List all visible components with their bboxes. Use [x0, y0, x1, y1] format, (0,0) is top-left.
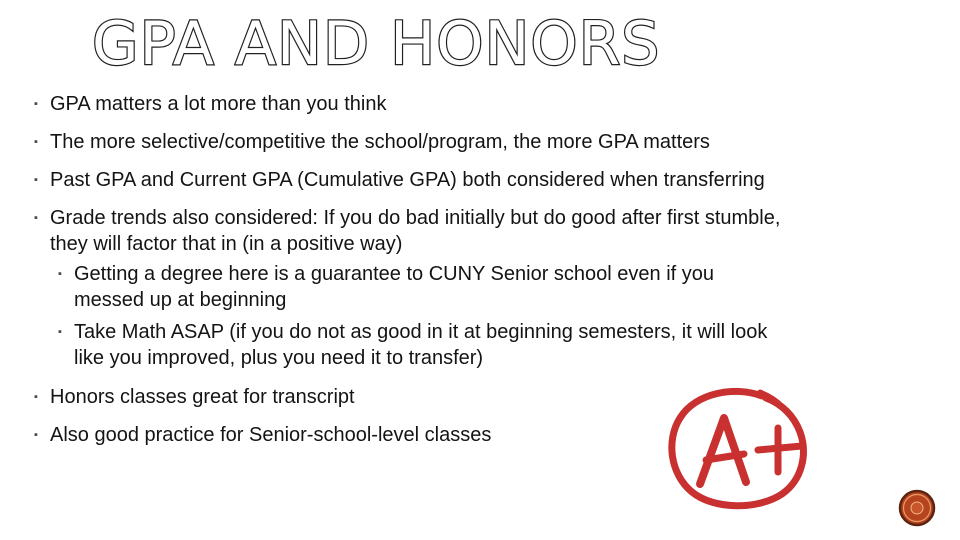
- bullet-text: Also good practice for Senior-school-level classes: [50, 424, 492, 446]
- bullet-text: The more selective/competitive the school/program, the more GPA matters: [50, 131, 710, 153]
- bullet-marker: ▪: [34, 212, 38, 224]
- bullet-text-line: Take Math ASAP (if you do not as good in it at beginning semesters, it will look: [74, 321, 768, 343]
- bullet-marker: ▪: [58, 268, 62, 280]
- bullet-text-line: Getting a degree here is a guarantee to CUNY Senior school even if you: [74, 263, 715, 285]
- bullet-marker: ▪: [34, 429, 38, 441]
- bullet-text: Past GPA and Current GPA (Cumulative GPA) both considered when transferring: [50, 169, 765, 191]
- a-plus-grade-image: [666, 388, 814, 510]
- circle-badge-icon: [898, 489, 936, 527]
- bullet-text-line: messed up at beginning: [74, 289, 287, 311]
- bullet-text-line: like you improved, plus you need it to transfer): [74, 347, 484, 369]
- bullet-marker: ▪: [34, 98, 38, 110]
- slide-title: GPA AND HONORS: [92, 9, 661, 79]
- bullet-marker: ▪: [34, 174, 38, 186]
- bullet-marker: ▪: [58, 326, 62, 338]
- bullet-marker: ▪: [34, 391, 38, 403]
- bullet-text-line: they will factor that in (in a positive way): [50, 233, 403, 255]
- bullet-marker: ▪: [34, 136, 38, 148]
- bullet-text-line: Grade trends also considered: If you do bad initially but do good after first stumble,: [50, 207, 781, 229]
- bullet-text: Honors classes great for transcript: [50, 386, 355, 408]
- bullet-text: GPA matters a lot more than you think: [50, 93, 387, 115]
